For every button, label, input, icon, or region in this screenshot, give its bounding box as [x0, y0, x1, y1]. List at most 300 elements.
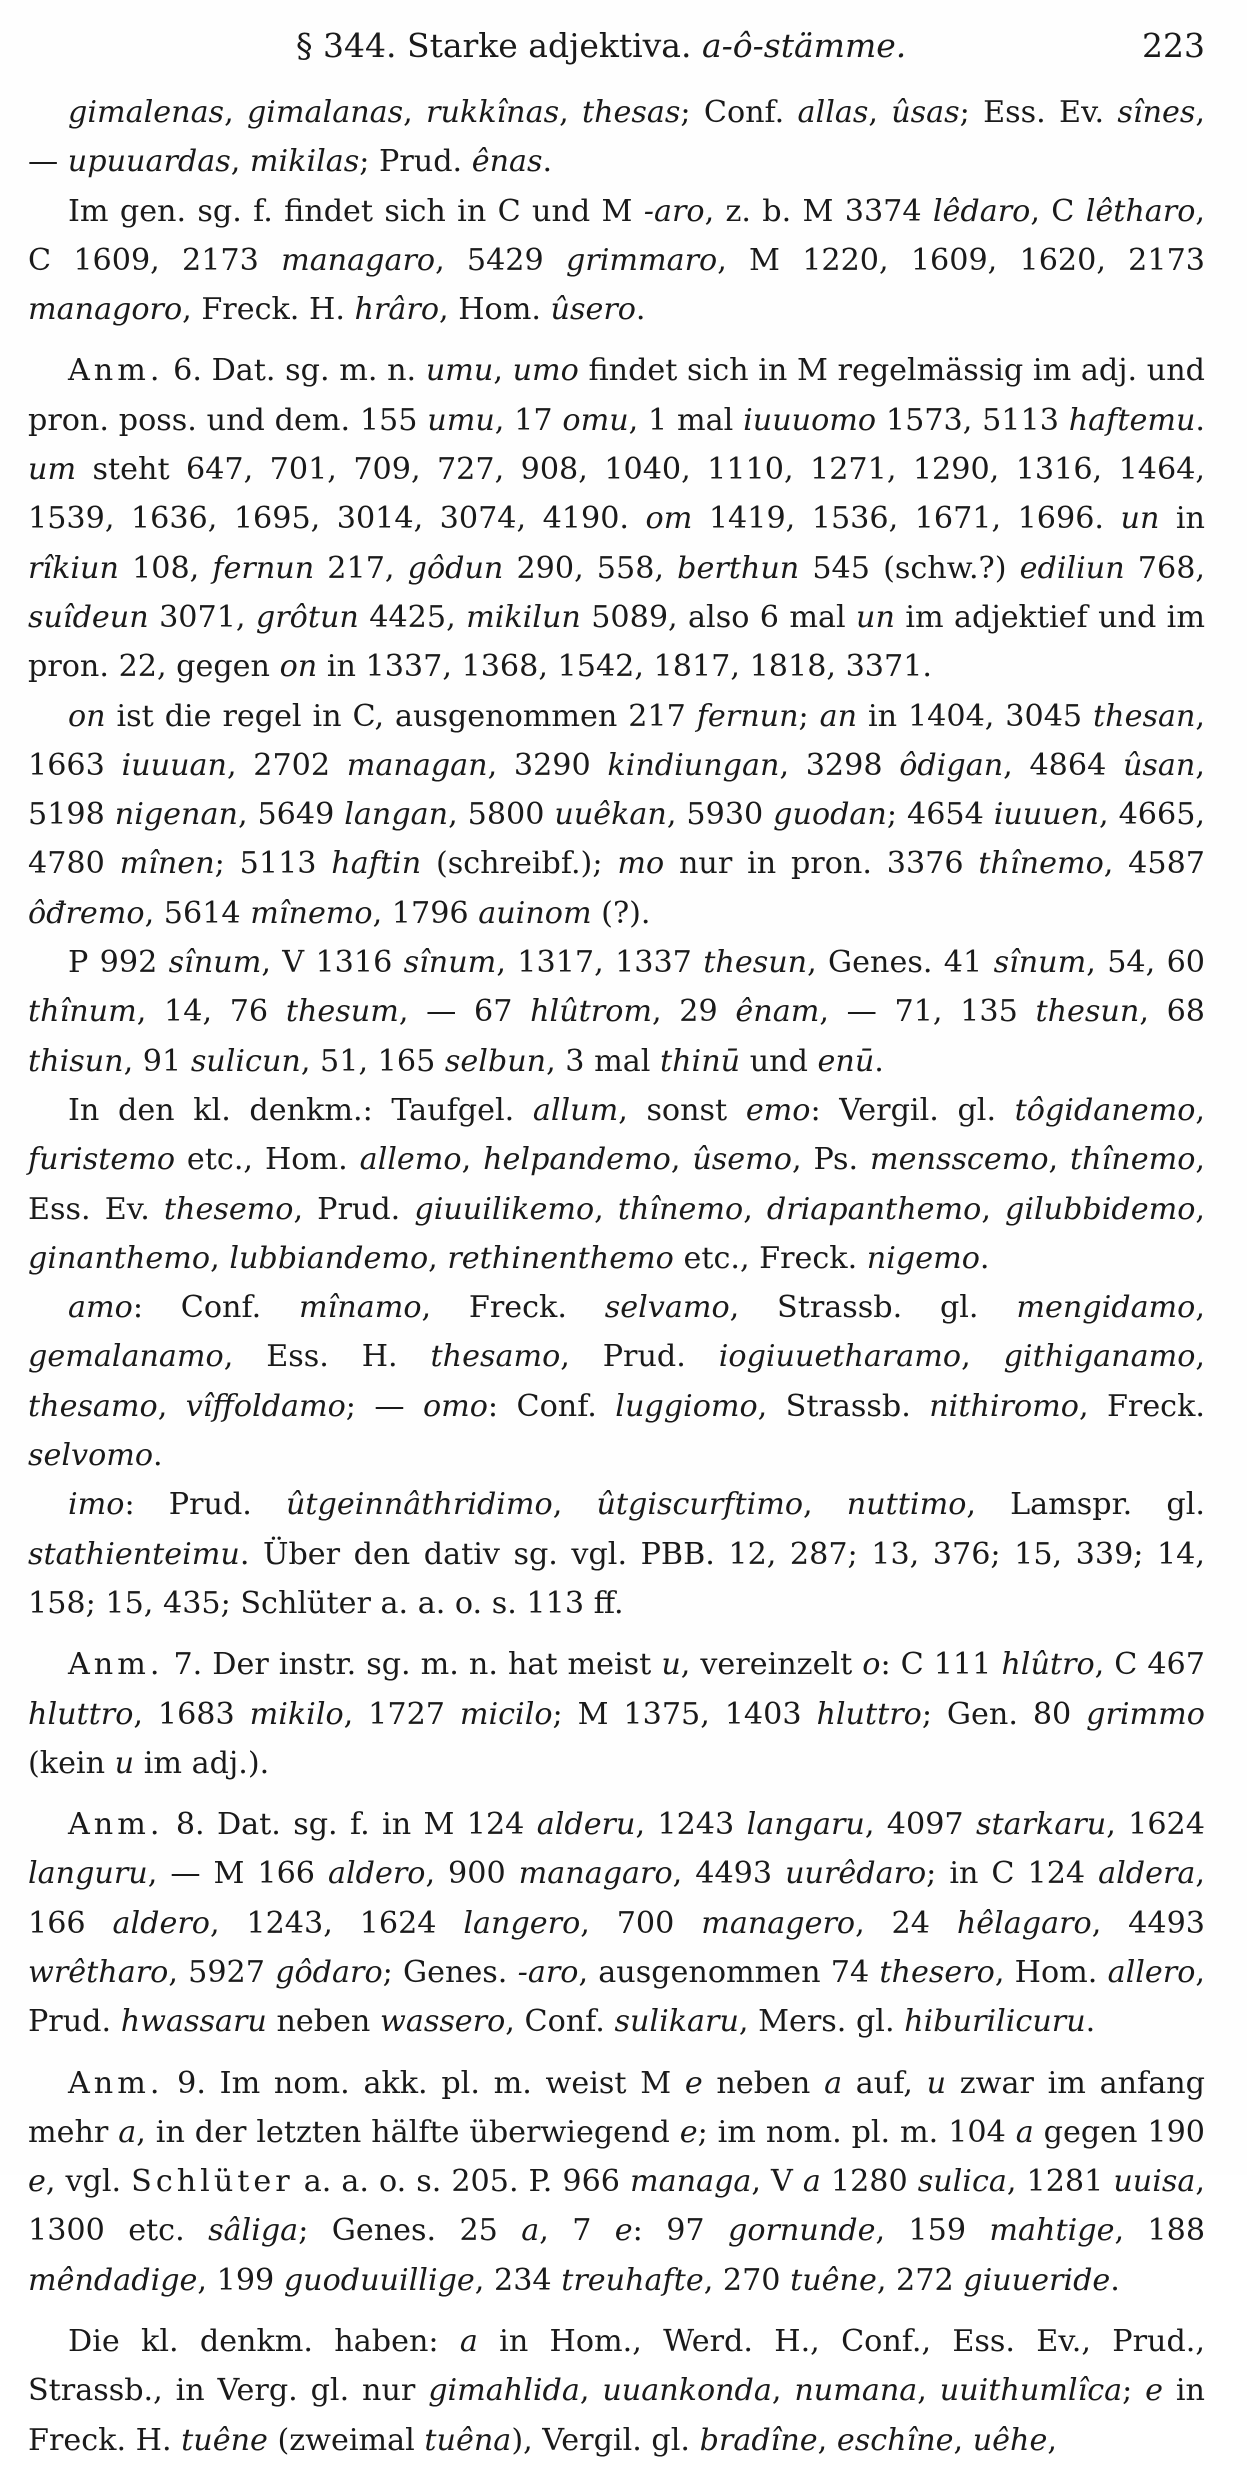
italic-word: iogiuuetharamo	[718, 1339, 962, 1375]
text-run: ,	[210, 1240, 230, 1276]
italic-word: driapanthemo	[766, 1191, 982, 1227]
text-run: , — M 166	[147, 1856, 328, 1892]
text-run: Anm.	[68, 1807, 164, 1843]
text-run: , 2702	[226, 747, 347, 783]
italic-word: u	[926, 2065, 947, 2101]
italic-word: ênam	[735, 994, 820, 1030]
text-run: , 5429	[435, 242, 566, 278]
italic-word: nithiromo	[929, 1388, 1079, 1424]
text-run: , — 67	[398, 994, 531, 1030]
text-run: Anm.	[68, 353, 164, 389]
italic-word: e	[679, 2114, 698, 2150]
text-run: , C 467	[1094, 1647, 1205, 1683]
text-run: , 1243	[635, 1807, 747, 1843]
text-run: ; in C 124	[926, 1856, 1099, 1892]
italic-word: langaru	[746, 1807, 865, 1843]
italic-word: thesum	[285, 994, 399, 1030]
text-run: , 270	[703, 2262, 791, 2298]
italic-word: aldera	[1098, 1856, 1196, 1892]
text-run: und	[740, 1043, 818, 1079]
italic-word: ûsas	[891, 95, 960, 130]
paragraph	[28, 938, 1205, 1086]
text-run: zwar im anfang mehr	[28, 2065, 1205, 2150]
text-run: Anm.	[68, 1647, 164, 1683]
italic-word: hêlagaro	[956, 1905, 1092, 1941]
italic-word: lubbiandemo	[229, 1240, 429, 1276]
italic-word: eschîne	[836, 2422, 954, 2458]
italic-word: thesan	[1093, 698, 1196, 734]
text-run: ,	[771, 2373, 795, 2409]
text-run: ; Conf.	[680, 95, 798, 130]
italic-word: grimmaro	[565, 242, 718, 278]
text-run: ; Ess. Ev.	[959, 95, 1118, 130]
italic-word: sulikaru	[614, 2004, 739, 2040]
italic-word: numana	[794, 2373, 918, 2409]
italic-word: uuithumlîca	[939, 2373, 1123, 2409]
text-run: ,	[917, 2373, 940, 2409]
text-run: steht 647, 701, 709, 727, 908, 1040, 1110, 1271, 1290, 1316, 1464, 1539, 1636, 1695, 3014, 3074, 4190.	[28, 452, 1205, 537]
text-run: : Conf.	[487, 1388, 616, 1424]
text-run: ,	[493, 353, 513, 389]
text-run: Die kl. denkm. haben:	[68, 2324, 460, 2360]
italic-word: ginanthemo	[28, 1240, 211, 1276]
text-run: , 3290	[487, 747, 608, 783]
italic-word: helpandemo	[483, 1142, 671, 1178]
text-run: ,	[1195, 1339, 1205, 1375]
italic-word: mensscemo	[870, 1142, 1049, 1178]
text-run: ; Gen. 80	[921, 1696, 1087, 1732]
italic-word: ûtgeinnâthridimo	[285, 1487, 553, 1523]
italic-word: nigemo	[866, 1240, 980, 1276]
text-run: 768,	[1124, 550, 1206, 586]
italic-word: sînum	[993, 945, 1087, 981]
italic-word: omu	[562, 402, 629, 438]
text-run: , 4097	[864, 1807, 976, 1843]
italic-word: enū	[817, 1043, 875, 1079]
italic-word: managaro	[518, 1856, 673, 1892]
italic-word: starkaru	[975, 1807, 1107, 1843]
italic-word: wrêtharo	[28, 1954, 169, 1990]
italic-word: giuueride	[963, 2262, 1111, 2298]
text-run: 3071,	[148, 599, 256, 635]
italic-word: iuuuomo	[743, 402, 877, 438]
text-run: , 1300 etc.	[28, 2164, 1205, 2249]
text-run: , vgl.	[45, 2164, 132, 2200]
text-run: , Ess. Ev.	[28, 1142, 1205, 1227]
text-run: , V	[751, 2164, 803, 2200]
paragraph	[28, 2317, 1205, 2465]
italic-word: grôtun	[255, 599, 359, 635]
italic-word: furistemo	[28, 1142, 175, 1178]
paragraph	[28, 2059, 1205, 2305]
italic-word: auinom	[478, 895, 592, 931]
italic-word: bradîne	[699, 2422, 818, 2458]
text-run: ,	[981, 1191, 1005, 1227]
text-run: .	[542, 144, 553, 180]
text-run: im adj.).	[134, 1745, 270, 1781]
italic-word: berthun	[677, 550, 800, 586]
text-run: , Strassb.	[757, 1388, 930, 1424]
text-run: , Prud.	[560, 1339, 719, 1375]
text-run: , Freck. H.	[182, 292, 355, 328]
italic-word: managero	[701, 1905, 856, 1941]
text-run: in Freck. H.	[28, 2373, 1205, 2458]
italic-word: rîkiun	[28, 550, 119, 586]
italic-word: a	[824, 2065, 843, 2101]
italic-word: a	[459, 2324, 478, 2360]
text-run: neben	[702, 2065, 825, 2101]
italic-word: guoduuillige	[283, 2262, 475, 2298]
text-run: 545 (schw.?)	[799, 550, 1020, 586]
italic-word: allum	[532, 1092, 619, 1128]
text-run: 4425,	[358, 599, 467, 635]
text-run: ; —	[345, 1388, 423, 1424]
italic-word: thînemo	[617, 1191, 744, 1227]
italic-word: sulica	[917, 2164, 1007, 2200]
text-run: ,	[953, 2422, 973, 2458]
text-run: (?).	[591, 895, 651, 931]
italic-word: mînen	[119, 846, 215, 882]
italic-word: thesun	[1035, 994, 1140, 1030]
italic-word: treuhafte	[561, 2262, 704, 2298]
italic-word: managoro	[28, 292, 183, 328]
text-run: ,	[559, 95, 582, 130]
text-run: , 1663	[28, 698, 1205, 783]
text-run: in Hom., Werd. H., Conf., Ess. Ev., Prud., Strassb., in Verg. gl. nur	[28, 2324, 1205, 2409]
text-run: .	[874, 1043, 884, 1079]
text-run: , 166	[28, 1856, 1205, 1941]
italic-word: vîffoldamo	[185, 1388, 346, 1424]
paragraph	[28, 1480, 1205, 1628]
text-run: ; M 1375, 1403	[552, 1696, 817, 1732]
italic-word: fernun	[696, 698, 799, 734]
italic-word: thesemo	[163, 1191, 294, 1227]
paragraph	[28, 1640, 1205, 1788]
italic-word: e	[1145, 2373, 1164, 2409]
italic-word: a	[1015, 2114, 1034, 2150]
text-run: ,	[743, 1191, 767, 1227]
italic-word: gimalanas	[246, 95, 404, 130]
italic-word: tuêne	[790, 2262, 877, 2298]
text-run: in 1337, 1368, 1542, 1817, 1818, 3371.	[317, 649, 933, 685]
text-run: , 1281	[1006, 2164, 1114, 2200]
text-run: Schlüter	[131, 2164, 294, 2200]
italic-word: mahtige	[989, 2213, 1115, 2249]
italic-word: fernun	[212, 550, 315, 586]
italic-word: nuttimo	[846, 1487, 967, 1523]
text-run: .	[1110, 2262, 1120, 2298]
text-run: .	[979, 1240, 990, 1276]
text-run: im adjektief und im pron. 22, gegen	[28, 599, 1205, 685]
italic-word: sînum	[403, 945, 497, 981]
stem-class: a-ô-stämme.	[701, 26, 907, 65]
italic-word: hiburilicuru	[904, 2004, 1086, 2040]
paragraph	[28, 88, 1205, 187]
italic-word: mînamo	[298, 1290, 422, 1326]
italic-word: selbun	[444, 1043, 547, 1079]
text-run: : Vergil. gl.	[810, 1092, 1015, 1128]
text-run: , C 1609, 2173	[28, 193, 1205, 278]
italic-word: allemo	[359, 1142, 462, 1178]
italic-word: o	[862, 1647, 881, 1683]
text-run: ; Genes. 25	[298, 2213, 522, 2249]
italic-word: thesamo	[28, 1388, 158, 1424]
italic-word: un	[856, 599, 895, 635]
italic-word: gôdun	[407, 550, 504, 586]
italic-word: thesamo	[430, 1339, 561, 1375]
italic-word: u	[114, 1745, 135, 1781]
text-run: ,	[461, 1142, 484, 1178]
text-run: ; im nom. pl. m. 104	[697, 2114, 1016, 2150]
italic-word: nigenan	[114, 797, 238, 833]
italic-word: thînum	[28, 994, 137, 1030]
italic-word: gemalanamo	[28, 1339, 224, 1375]
text-run: , Conf.	[505, 2004, 615, 2040]
text-run: .	[153, 1438, 163, 1474]
italic-word: thînemo	[1070, 1142, 1196, 1178]
italic-word: lêdaro	[932, 193, 1031, 229]
italic-word: hwassaru	[120, 2004, 267, 2040]
italic-word: gilubbidemo	[1005, 1191, 1196, 1227]
text-run: ,	[817, 2422, 837, 2458]
italic-word: u	[661, 1647, 681, 1683]
text-run: , ausgenommen 74	[578, 1954, 880, 1990]
text-run: ; 5113	[214, 846, 332, 882]
text-run: , 29	[652, 994, 736, 1030]
italic-word: rukkînas	[426, 95, 560, 130]
text-run: , Mers. gl.	[738, 2004, 905, 2040]
text-run: .	[635, 292, 646, 328]
text-run: ,	[961, 1339, 1004, 1375]
italic-word: on	[68, 698, 106, 734]
text-run: , 188	[1114, 2213, 1206, 2249]
section-title: § 344. Starke adjektiva.	[296, 26, 692, 65]
italic-word: alderu	[536, 1807, 636, 1843]
italic-word: sâliga	[208, 2213, 299, 2249]
italic-word: aldero	[328, 1856, 426, 1892]
text-run: 217,	[314, 550, 408, 586]
italic-word: -aro	[643, 193, 705, 229]
italic-word: gimalenas	[68, 95, 225, 130]
italic-word: suîdeun	[28, 599, 149, 635]
text-run: , C	[1030, 193, 1086, 229]
text-run: , 7	[539, 2213, 615, 2249]
italic-word: allas	[797, 95, 869, 130]
text-run: ,	[670, 1142, 693, 1178]
italic-word: gimahlida	[428, 2373, 580, 2409]
text-run: ,	[1195, 1290, 1205, 1326]
italic-word: gornunde	[728, 2213, 876, 2249]
text-run: 108,	[118, 550, 213, 586]
italic-word: on	[279, 649, 318, 685]
italic-word: thesun	[703, 945, 808, 981]
italic-word: upuuardas	[67, 144, 231, 180]
text-run: , 1624	[1106, 1807, 1205, 1843]
text-run: nur in pron. 3376	[664, 846, 979, 882]
italic-word: hlûtro	[1001, 1647, 1095, 1683]
italic-word: languru	[28, 1856, 148, 1892]
paragraph	[28, 187, 1205, 335]
text-run: , 14, 76	[136, 994, 286, 1030]
italic-word: langan	[344, 797, 449, 833]
text-run: (zweimal	[267, 2422, 425, 2458]
italic-word: wassero	[379, 2004, 506, 2040]
text-run: , Freck.	[421, 1290, 605, 1326]
italic-word: a	[521, 2213, 540, 2249]
italic-word: thesero	[879, 1954, 995, 1990]
italic-word: managaro	[281, 242, 436, 278]
text-run: , 5614	[144, 895, 251, 931]
text-run: , Ps.	[791, 1142, 871, 1178]
italic-word: rethinenthemo	[447, 1240, 674, 1276]
italic-word: selvamo	[604, 1290, 730, 1326]
text-run: , 17	[494, 402, 563, 438]
paragraph	[28, 346, 1205, 691]
text-run: findet sich in M regelmässig im adj. und pron. poss. und dem. 155	[28, 353, 1205, 438]
italic-word: guodan	[773, 797, 887, 833]
text-run: , 272	[876, 2262, 964, 2298]
text-run: ,	[428, 1240, 448, 1276]
text-run: 1573, 5113	[876, 402, 1069, 438]
italic-word: an	[819, 698, 858, 734]
paragraph	[28, 692, 1205, 938]
text-run: gegen 190	[1033, 2114, 1205, 2150]
text-run: , 4493	[672, 1856, 786, 1892]
italic-word: ênas	[471, 144, 543, 180]
text-run: in	[1159, 501, 1205, 537]
text-run: : 97	[632, 2213, 728, 2249]
italic-word: ediliun	[1019, 550, 1125, 586]
italic-word: aldero	[112, 1905, 210, 1941]
text-run: ,	[1047, 2422, 1057, 2458]
text-run: 290, 558,	[503, 550, 678, 586]
italic-word: allero	[1107, 1954, 1196, 1990]
italic-word: e	[28, 2164, 46, 2200]
text-run: 5089, also 6 mal	[580, 599, 857, 635]
text-run: , vereinzelt	[680, 1647, 863, 1683]
text-run: , 68	[1139, 994, 1206, 1030]
italic-word: a	[118, 2114, 137, 2150]
text-run: In den kl. denkm.: Taufgel.	[68, 1092, 533, 1128]
italic-word: managa	[630, 2164, 752, 2200]
text-run: ,	[1195, 1092, 1205, 1128]
text-run: Anm.	[68, 2065, 164, 2101]
text-run: , Prud.	[28, 1954, 1205, 2040]
text-run: ,	[224, 95, 247, 130]
text-run: etc., Freck.	[673, 1240, 867, 1276]
text-run: , 54, 60	[1086, 945, 1205, 981]
italic-word: haftemu	[1068, 402, 1196, 438]
italic-word: stathienteimu	[28, 1536, 240, 1572]
text-run: , 5800	[448, 797, 555, 833]
italic-word: tuêne	[181, 2422, 268, 2458]
running-header	[28, 18, 1205, 74]
paragraph	[28, 1800, 1205, 2046]
italic-word: sînum	[168, 945, 262, 981]
text-run: , Lamspr. gl.	[966, 1487, 1205, 1523]
text-run: , Hom.	[994, 1954, 1108, 1990]
text-run: in 1404, 3045	[857, 698, 1094, 734]
italic-word: gôdaro	[275, 1954, 383, 1990]
text-run: ,	[1048, 1142, 1071, 1178]
text-run: , 51, 165	[300, 1043, 445, 1079]
text-run: , Prud.	[293, 1191, 415, 1227]
text-run: , 5649	[237, 797, 345, 833]
italic-word: iuuuan	[121, 747, 227, 783]
text-run: ,	[230, 144, 250, 180]
text-run: ,	[579, 2373, 603, 2409]
italic-word: mêndadige	[28, 2262, 198, 2298]
text-run: 1419, 1536, 1671, 1696.	[692, 501, 1121, 537]
text-run: : C 111	[880, 1647, 1002, 1683]
text-run: , 3 mal	[546, 1043, 660, 1079]
italic-word: uuankonda	[602, 2373, 772, 2409]
text-run: , sonst	[618, 1092, 746, 1128]
text-run: : Conf.	[132, 1290, 299, 1326]
text-run: etc., Hom.	[175, 1142, 360, 1178]
text-run: , 1727	[343, 1696, 460, 1732]
italic-word: emo	[745, 1092, 811, 1128]
italic-word: ûsero	[550, 292, 636, 328]
italic-word: mînemo	[250, 895, 373, 931]
text-run: P 992	[68, 945, 169, 981]
italic-word: mo	[617, 846, 665, 882]
text-run: , in der letzten hälfte überwiegend	[136, 2114, 680, 2150]
text-run: , 1 mal	[628, 402, 744, 438]
italic-word: lêtharo	[1085, 193, 1196, 229]
text-run: ist die regel in C, ausgenommen 217	[105, 698, 697, 734]
text-run: a. a. o. s. 205. P. 966	[293, 2164, 631, 2200]
text-run: 6. Dat. sg. m. n.	[163, 353, 426, 389]
text-run: , 3298	[779, 747, 900, 783]
text-run: , — 71, 135	[819, 994, 1036, 1030]
text-run: , 159	[875, 2213, 990, 2249]
text-run: ,	[803, 1487, 847, 1523]
text-run: (schreibf.);	[421, 846, 618, 882]
text-run: , 5930	[666, 797, 774, 833]
text-run: ), Vergil. gl.	[511, 2422, 700, 2458]
italic-word: thisun	[28, 1043, 124, 1079]
italic-word: selvomo	[28, 1438, 154, 1474]
text-run: , Hom.	[439, 292, 551, 328]
text-run: ,	[1195, 1191, 1205, 1227]
italic-word: sînes	[1117, 95, 1196, 130]
text-run: , Freck.	[1078, 1388, 1205, 1424]
text-run: , 900	[425, 1856, 519, 1892]
italic-word: ôđremo	[28, 895, 145, 931]
text-run: , 5198	[28, 747, 1205, 833]
italic-word: ûsemo	[692, 1142, 792, 1178]
text-run: , 234	[474, 2262, 562, 2298]
italic-word: tuêna	[424, 2422, 512, 2458]
italic-word: amo	[68, 1290, 133, 1326]
text-run: : Prud.	[124, 1487, 286, 1523]
italic-word: imo	[68, 1487, 125, 1523]
text-run: ,	[868, 95, 892, 130]
text-run: , 4493	[1091, 1905, 1205, 1941]
text-run: , Strassb. gl.	[729, 1290, 1017, 1326]
text-run: .	[1085, 2004, 1096, 2040]
italic-word: omo	[422, 1388, 488, 1424]
page-number: 223	[1142, 26, 1205, 65]
text-run: ,	[157, 1388, 186, 1424]
italic-word: giuuilikemo	[414, 1191, 595, 1227]
italic-word: ûsan	[1122, 747, 1196, 783]
italic-word: um	[28, 452, 77, 488]
text-run: ,	[403, 95, 427, 130]
text-run: Im gen. sg. f. findet sich in C und M	[68, 193, 644, 229]
text-run: , 1683	[133, 1696, 250, 1732]
